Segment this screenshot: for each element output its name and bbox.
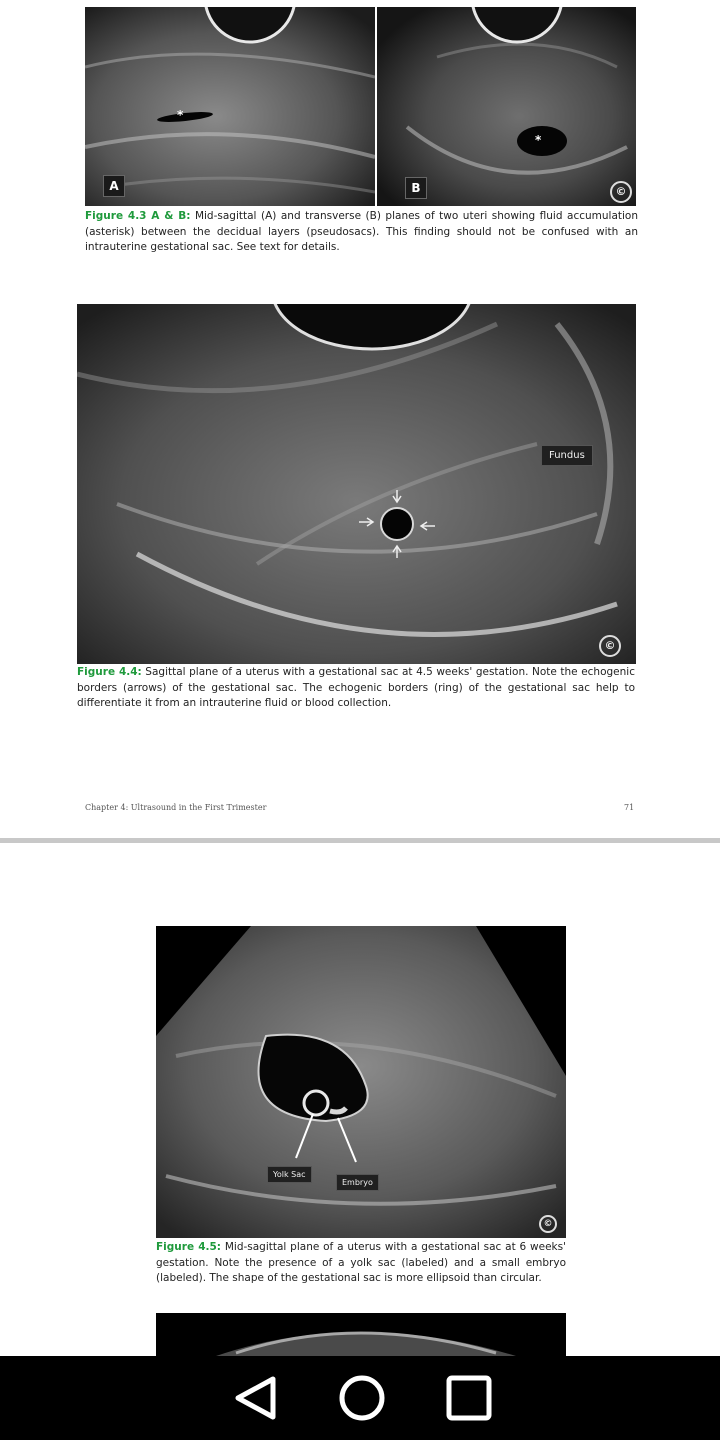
recents-button[interactable] <box>439 1374 499 1422</box>
ultrasound-image-next-figure <box>156 1313 566 1356</box>
figure-4-4-label: Figure 4.4: <box>77 666 142 678</box>
back-button[interactable] <box>228 1374 288 1422</box>
recents-square-icon <box>439 1374 499 1422</box>
copyright-icon: © <box>539 1215 557 1233</box>
copyright-icon: © <box>599 635 621 657</box>
figure-4-4-caption <box>77 665 635 712</box>
fundus-label: Fundus <box>541 445 593 466</box>
system-navigation-bar <box>0 1356 720 1440</box>
back-triangle-icon <box>228 1374 288 1422</box>
home-circle-icon <box>332 1374 392 1422</box>
panel-a-label: A <box>103 175 125 197</box>
figure-4-5-text: Mid-sagittal plane of a uterus with a gestational sac at 6 weeks' gestation. Note the presence of a yolk sac (labeled) and a small embryo (labeled). The shape of the gestational sac is more ellipsoid than circular. <box>156 1241 566 1284</box>
figure-4-5-caption <box>156 1240 566 1287</box>
pdf-page-2 <box>0 843 720 1356</box>
figure-4-3-caption <box>85 209 638 256</box>
home-button[interactable] <box>332 1374 392 1422</box>
page-number: 71 <box>624 803 635 812</box>
asterisk-marker: * <box>177 108 184 122</box>
ultrasound-image-fig-4-5 <box>156 926 566 1238</box>
yolk-sac-label: Yolk Sac <box>267 1166 312 1183</box>
ultrasound-image-fig-4-3b <box>377 7 636 206</box>
figure-4-5-label: Figure 4.5: <box>156 1241 222 1253</box>
embryo-label: Embryo <box>336 1174 379 1191</box>
panel-b-label: B <box>405 177 427 199</box>
copyright-icon: © <box>610 181 632 203</box>
page-footer-chapter: Chapter 4: Ultrasound in the First Trimester <box>85 803 267 812</box>
figure-4-3-label: Figure 4.3 A & B: <box>85 210 191 222</box>
figure-4-3-text: Mid-sagittal (A) and transverse (B) planes of two uteri showing fluid accumulation (asterisk) between the decidual layers (pseudosacs). This finding should not be confused with an intrauterine gestational sac. See text for details. <box>85 210 638 253</box>
asterisk-marker: * <box>535 133 542 147</box>
ultrasound-image-fig-4-4 <box>77 304 636 664</box>
ultrasound-image-fig-4-3a <box>85 7 375 206</box>
figure-4-4-text: Sagittal plane of a uterus with a gestational sac at 4.5 weeks' gestation. Note the echogenic borders (arrows) of the gestational sac. The echogenic borders (ring) of the gestational sac help to differentiate it from an intrauterine fluid or blood collection. <box>77 666 635 709</box>
